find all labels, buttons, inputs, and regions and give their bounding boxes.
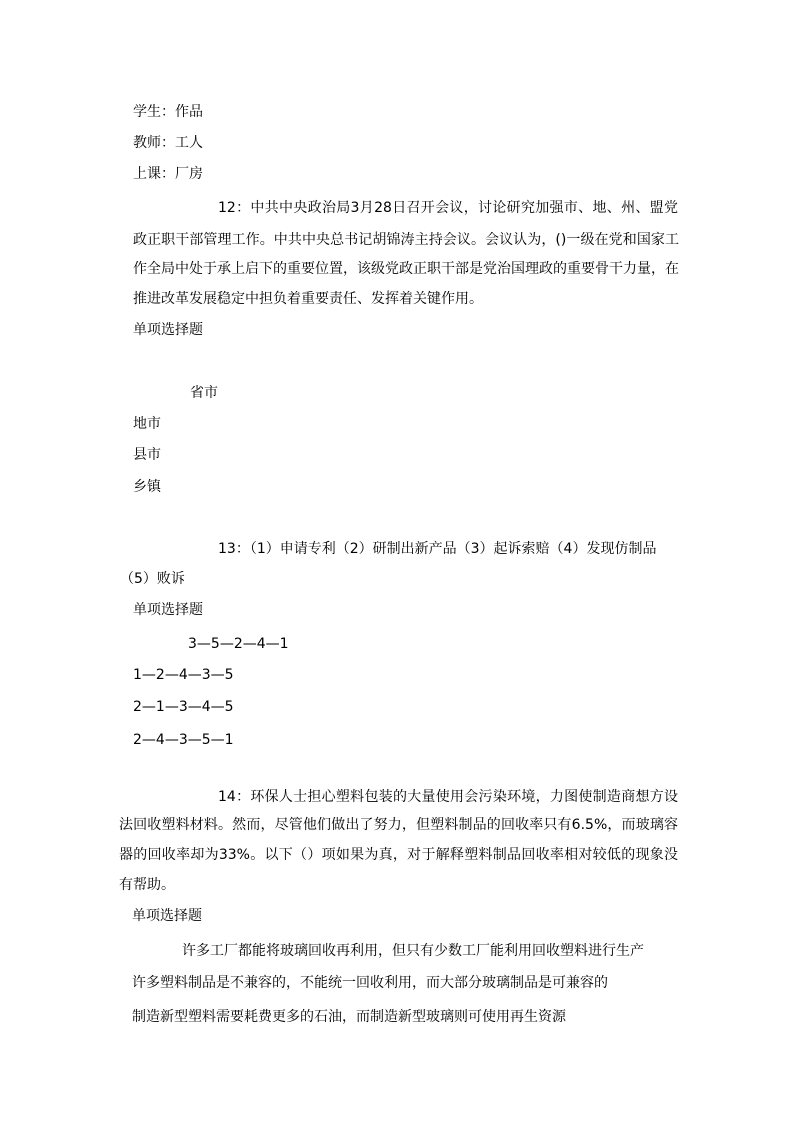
answer-pair: 教师：工人 — [133, 135, 203, 151]
question-text: （5）败诉 — [120, 571, 185, 587]
question-type: 单项选择题 — [133, 322, 203, 338]
question-type: 单项选择题 — [132, 908, 202, 924]
answer-pair: 学生：作品 — [133, 104, 203, 120]
option: 制造新型塑料需要耗费更多的石油，而制造新型玻璃则可使用再生资源 — [132, 1009, 566, 1025]
question-type: 单项选择题 — [133, 602, 203, 618]
question-text: 器的回收率却为33%。以下（）项如果为真，对于解释塑料制品回收率相对较低的现象没 — [119, 847, 678, 863]
question-text: 作全局中处于承上启下的重要位置，该级党政正职干部是党治国理政的重要骨干力量，在 — [133, 261, 679, 277]
question-text: 推进改革发展稳定中担负着重要责任、发挥着关键作用。 — [133, 291, 483, 307]
question-text: 有帮助。 — [119, 877, 175, 893]
option: 3—5—2—4—1 — [188, 636, 289, 652]
option: 许多工厂都能将玻璃回收再利用，但只有少数工厂能利用回收塑料进行生产 — [182, 943, 644, 959]
question-text: 法回收塑料材料。然而，尽管他们做出了努力，但塑料制品的回收率只有6.5%，而玻璃容 — [119, 817, 678, 833]
question-text: 13：（1）申请专利（2）研制出新产品（3）起诉索赔（4）发现仿制品 — [218, 541, 657, 557]
option: 县市 — [133, 447, 161, 463]
option: 省市 — [190, 385, 218, 401]
question-text: 12：中共中央政治局3月28日召开会议，讨论研究加强市、地、州、盟党 — [218, 200, 678, 216]
option: 许多塑料制品是不兼容的，不能统一回收利用，而大部分玻璃制品是可兼容的 — [132, 975, 608, 991]
answer-pair: 上课：厂房 — [133, 166, 203, 182]
option: 2—1—3—4—5 — [133, 699, 234, 715]
option: 2—4—3—5—1 — [133, 732, 234, 748]
option: 地市 — [133, 416, 161, 432]
option: 1—2—4—3—5 — [133, 667, 234, 683]
question-text: 14：环保人士担心塑料包装的大量使用会污染环境，力图使制造商想方设 — [218, 789, 678, 805]
question-text: 政正职干部管理工作。中共中央总书记胡锦涛主持会议。会议认为，()一级在党和国家工 — [133, 232, 679, 248]
option: 乡镇 — [133, 479, 161, 495]
